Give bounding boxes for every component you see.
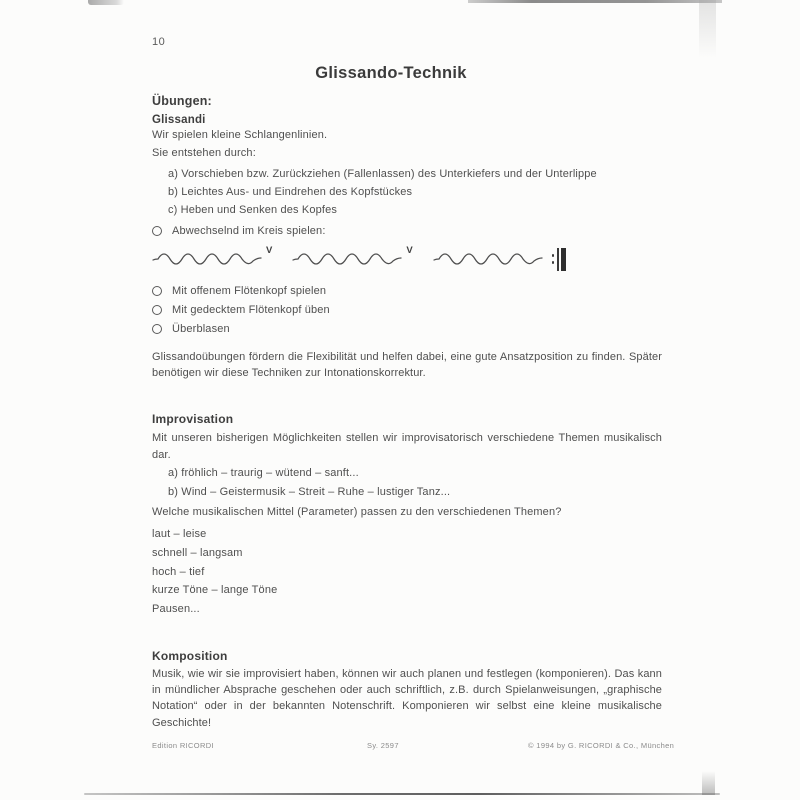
list-item: c) Heben und Senken des Kopfes	[168, 204, 338, 217]
parameter-item: kurze Töne – lange Töne	[152, 584, 278, 597]
exercise-bullet-row	[152, 304, 662, 316]
scan-artifact-bottom-edge	[84, 793, 720, 795]
glissandi-summary-paragraph: Glissandoübungen fördern die Flexibilität und helfen dabei, eine gute Ansatzposition zu finden. Später benötigen wir diese Techniken zur Intonationskorrektur.	[152, 351, 662, 380]
improvisation-question: Welche musikalischen Mittel (Parameter) passen zu den verschiedenen Themen?	[152, 506, 562, 518]
exercise-label: Überblasen	[172, 323, 230, 335]
circle-bullet-icon	[152, 324, 162, 334]
page-number: 10	[152, 36, 166, 48]
circle-bullet-icon	[152, 226, 162, 236]
parameter-item: laut – leise	[152, 528, 207, 540]
parameter-item: Pausen...	[152, 603, 200, 616]
subsection-heading-glissandi: Glissandi	[152, 114, 206, 126]
glissando-notation-line	[152, 245, 582, 273]
improvisation-theme-list	[168, 464, 662, 501]
list-item: a) Vorschieben bzw. Zurückziehen (Fallenlassen) des Unterkiefers und der Unterlippe	[168, 168, 597, 180]
exercise-label: Mit offenem Flötenkopf spielen	[172, 285, 327, 297]
repeat-dots	[552, 254, 555, 264]
exercise-label: Abwechselnd im Kreis spielen:	[172, 225, 326, 237]
wavy-line-glyph	[433, 246, 543, 272]
parameter-item: hoch – tief	[152, 565, 205, 578]
page-title: Glissando-Technik	[315, 64, 467, 82]
improvisation-paragraph: Mit unseren bisherigen Möglichkeiten stellen wir improvisatorisch verschiedene Themen musikalisch dar.	[152, 432, 662, 461]
footer-plate-number: Sy. 2597	[367, 741, 399, 750]
scan-artifact-top-strip	[468, 0, 722, 3]
section-heading-komposition: Komposition	[152, 649, 228, 663]
breath-mark-icon: V	[266, 244, 273, 256]
breath-mark-icon: V	[406, 244, 413, 256]
parameter-list	[152, 525, 662, 619]
list-item: b) Wind – Geistermusik – Streit – Ruhe – lustiger Tanz...	[168, 485, 451, 498]
glissandi-intro-line-2: Sie entstehen durch:	[152, 147, 256, 159]
list-item: a) fröhlich – traurig – wütend – sanft...	[168, 467, 359, 479]
circle-bullet-icon	[152, 305, 162, 315]
circle-bullet-icon	[152, 286, 162, 296]
wavy-line-glyph	[152, 246, 262, 272]
exercise-bullet-row	[152, 285, 662, 297]
scan-artifact-bottom-smudge	[702, 771, 715, 795]
exercise-bullet-row	[152, 225, 662, 237]
repeat-sign-icon	[552, 248, 566, 271]
parameter-item: schnell – langsam	[152, 546, 243, 559]
komposition-paragraph: Musik, wie wir sie improvisiert haben, können wir auch planen und festlegen (komponieren). Das kann in mündlicher Absprache geschehen oder auch schriftlich, z.B. durch Spielanweisungen, „graphische Notation“ oder in der bekannten Notenschrift. Komponieren wir selbst eine kleine musikalische Geschichte!	[152, 668, 662, 729]
section-heading-improvisation: Improvisation	[152, 412, 234, 426]
scan-artifact-right-band	[699, 0, 716, 58]
wavy-line-glyph	[292, 246, 402, 272]
footer-publisher: Edition RICORDI	[152, 741, 214, 750]
exercise-label: Mit gedecktem Flötenkopf üben	[172, 304, 330, 316]
glissandi-step-list	[168, 165, 662, 220]
exercise-bullet-row	[152, 323, 662, 335]
section-heading-uebungen: Übungen:	[152, 94, 212, 108]
footer-copyright: © 1994 by G. RICORDI & Co., München	[528, 741, 675, 750]
glissandi-intro-line-1: Wir spielen kleine Schlangenlinien.	[152, 129, 328, 141]
scan-artifact-top-smudge	[88, 0, 124, 5]
list-item: b) Leichtes Aus- und Eindrehen des Kopfstückes	[168, 186, 413, 199]
repeat-thin-bar	[557, 248, 559, 271]
repeat-thick-bar	[561, 248, 566, 271]
